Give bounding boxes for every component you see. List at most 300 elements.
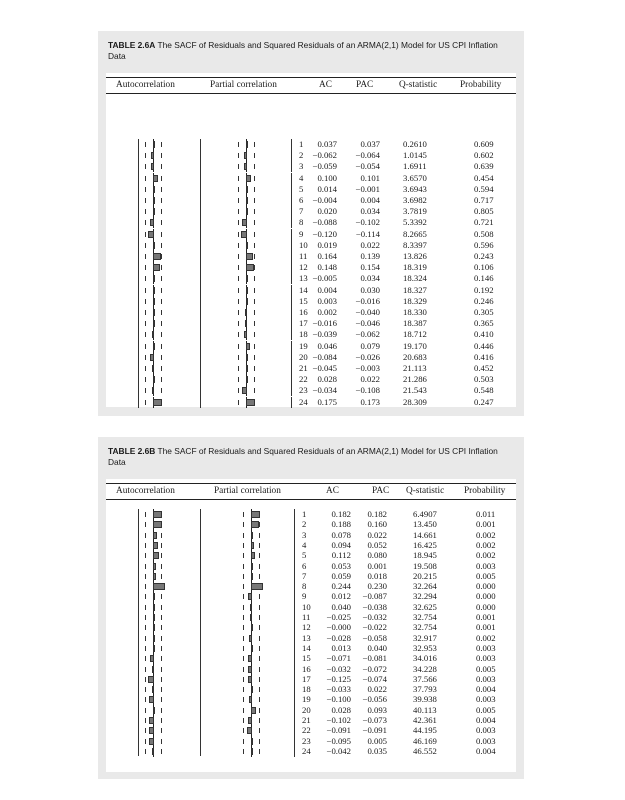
partial-correlation-bar	[246, 208, 248, 215]
bound-tick	[161, 254, 162, 259]
q-statistic-cell: 5.3392	[403, 217, 427, 228]
bound-tick	[145, 697, 146, 702]
table-row	[106, 161, 516, 172]
ac-cell: 0.002	[317, 307, 337, 317]
q-statistic-cell: 42.361	[413, 715, 437, 725]
lag-cell: 2	[302, 519, 307, 530]
row-separator	[291, 240, 292, 251]
partial-correlation-bar	[246, 186, 248, 193]
bound-tick	[254, 164, 255, 169]
pac-cell: −0.064	[355, 150, 380, 161]
pac-cell: 0.034	[360, 206, 380, 217]
lag-cell: 6	[299, 195, 304, 205]
lag-cell: 12	[302, 622, 311, 633]
row-separator	[291, 363, 292, 374]
bound-tick	[161, 232, 162, 237]
table-row	[106, 173, 516, 184]
bound-tick	[259, 697, 260, 702]
pac-cell: −0.056	[362, 694, 387, 705]
q-statistic-cell: 18.324	[403, 273, 427, 284]
bound-tick	[238, 142, 239, 147]
bound-tick	[145, 749, 146, 754]
bound-tick	[145, 344, 146, 349]
probability-cell: 0.247	[474, 396, 494, 407]
sacf-table-b	[106, 479, 516, 772]
ac-cell: −0.091	[326, 725, 351, 736]
partial-correlation-bar	[244, 163, 247, 170]
q-statistic-cell: 14.661	[413, 529, 437, 540]
pac-cell: −0.040	[355, 307, 380, 317]
bound-tick	[243, 553, 244, 558]
bound-tick	[161, 564, 162, 569]
autocorrelation-bar	[153, 141, 155, 148]
bound-tick	[254, 321, 255, 326]
ac-cell: 0.013	[331, 642, 351, 653]
pac-cell: −0.091	[362, 725, 387, 736]
bound-tick	[145, 265, 146, 270]
autocorrelation-bar	[152, 666, 154, 673]
partial-correlation-bar	[248, 593, 252, 600]
autocorrelation-bar	[153, 287, 155, 294]
autocorrelation-bar	[153, 552, 159, 559]
ac-cell: 0.014	[317, 183, 337, 194]
probability-cell: 0.003	[476, 560, 496, 571]
bound-tick	[254, 254, 255, 259]
ac-cell: 0.112	[331, 550, 351, 561]
header-autocorrelation: Autocorrelation	[116, 80, 175, 90]
ac-cell: 0.188	[331, 519, 351, 530]
bound-tick	[254, 388, 255, 393]
autocorrelation-bar	[153, 614, 155, 621]
pac-cell: −0.032	[362, 612, 387, 622]
probability-cell: 0.001	[476, 519, 496, 530]
row-separator	[291, 229, 292, 240]
lag-cell: 9	[302, 591, 307, 602]
pac-cell: 0.139	[360, 251, 380, 261]
lag-cell: 23	[302, 735, 311, 746]
partial-correlation-bar	[249, 696, 252, 703]
q-statistic-cell: 18.329	[403, 295, 427, 306]
ac-cell: −0.071	[326, 653, 351, 664]
q-statistic-cell: 37.566	[413, 673, 437, 684]
bound-tick	[161, 697, 162, 702]
bound-tick	[161, 220, 162, 225]
ac-cell: −0.005	[312, 273, 337, 284]
autocorrelation-bar	[153, 635, 155, 642]
probability-cell: 0.005	[476, 570, 496, 581]
partial-correlation-bar	[246, 365, 248, 372]
lag-cell: 18	[299, 329, 308, 340]
lag-cell: 6	[302, 560, 307, 571]
q-statistic-cell: 18.327	[403, 284, 427, 295]
pac-cell: 0.080	[367, 550, 387, 561]
bound-tick	[145, 625, 146, 630]
probability-cell: 0.106	[474, 262, 494, 273]
bound-tick	[238, 366, 239, 371]
table-row	[106, 341, 516, 352]
lag-cell: 10	[299, 239, 308, 250]
ac-cell: 0.037	[317, 139, 337, 149]
bound-tick	[259, 718, 260, 723]
bound-tick	[243, 646, 244, 651]
lag-cell: 3	[299, 161, 304, 172]
header-ac: AC	[319, 80, 332, 90]
autocorrelation-bar	[153, 573, 156, 580]
lag-cell: 22	[302, 725, 311, 736]
lag-cell: 19	[302, 694, 311, 705]
partial-correlation-bar	[246, 141, 248, 148]
table-caption-a	[108, 40, 508, 62]
row-separator	[294, 746, 295, 757]
bound-tick	[243, 625, 244, 630]
ac-cell: 0.020	[317, 206, 337, 217]
q-statistic-cell: 44.195	[413, 725, 437, 736]
bound-tick	[161, 321, 162, 326]
probability-cell: 0.192	[474, 284, 494, 295]
partial-correlation-bar	[251, 645, 253, 652]
autocorrelation-bar	[153, 645, 155, 652]
bound-tick	[145, 677, 146, 682]
header-top-rule	[106, 483, 516, 484]
q-statistic-cell: 3.6943	[403, 183, 427, 194]
q-statistic-cell: 18.945	[413, 550, 437, 561]
bound-tick	[243, 512, 244, 517]
probability-cell: 0.416	[474, 351, 494, 362]
autocorrelation-bar	[151, 163, 154, 170]
q-statistic-cell: 39.938	[413, 694, 437, 705]
bound-tick	[161, 625, 162, 630]
table-row	[106, 240, 516, 251]
lag-cell: 23	[299, 385, 308, 396]
autocorrelation-bar	[153, 275, 155, 282]
pac-cell: 0.022	[367, 529, 387, 540]
ac-cell: 0.012	[331, 591, 351, 602]
autocorrelation-bar	[151, 152, 154, 159]
partial-correlation-bar	[251, 738, 253, 745]
pac-cell: −0.073	[362, 715, 387, 725]
bound-tick	[161, 332, 162, 337]
pac-cell: −0.003	[355, 363, 380, 373]
row-separator	[291, 318, 292, 329]
probability-cell: 0.508	[474, 228, 494, 239]
partial-correlation-bar	[249, 635, 252, 642]
lag-cell: 19	[299, 340, 308, 351]
table-row	[106, 150, 516, 161]
probability-cell: 0.003	[476, 653, 496, 664]
bound-tick	[254, 288, 255, 293]
partial-correlation-bar	[250, 614, 252, 621]
partial-correlation-bar	[246, 264, 254, 271]
bound-tick	[259, 553, 260, 558]
lag-cell: 7	[299, 206, 304, 217]
autocorrelation-bar	[153, 707, 155, 714]
row-separator	[291, 352, 292, 363]
header-q-statistic: Q-statistic	[406, 486, 445, 496]
bound-tick	[243, 533, 244, 538]
q-statistic-cell: 46.169	[413, 735, 437, 746]
bound-tick	[254, 276, 255, 281]
pac-cell: −0.102	[355, 217, 380, 228]
bound-tick	[254, 310, 255, 315]
partial-correlation-bar	[241, 231, 247, 238]
bound-tick	[145, 739, 146, 744]
pac-cell: −0.114	[355, 228, 380, 239]
row-separator	[291, 195, 292, 206]
partial-correlation-bar	[246, 242, 248, 249]
autocorrelation-bar	[153, 542, 158, 549]
probability-cell: 0.002	[476, 539, 496, 550]
ac-cell: −0.084	[312, 351, 337, 362]
bound-tick	[161, 533, 162, 538]
probability-cell: 0.243	[474, 251, 494, 261]
lag-cell: 11	[299, 251, 308, 261]
lag-cell: 20	[299, 351, 308, 362]
bound-tick	[145, 522, 146, 527]
lag-cell: 5	[302, 550, 307, 561]
pac-cell: −0.074	[362, 673, 387, 684]
partial-correlation-bar	[248, 666, 252, 673]
table-row	[106, 285, 516, 296]
q-statistic-cell: 1.0145	[403, 150, 427, 161]
lag-cell: 1	[299, 139, 304, 149]
autocorrelation-bar	[153, 320, 155, 327]
row-separator	[291, 285, 292, 296]
pac-cell: 0.040	[367, 642, 387, 653]
table-row	[106, 296, 516, 307]
probability-cell: 0.410	[474, 329, 494, 340]
q-statistic-cell: 18.330	[403, 307, 427, 317]
autocorrelation-bar	[153, 197, 155, 204]
bound-tick	[161, 310, 162, 315]
header-q-statistic: Q-statistic	[399, 80, 438, 90]
table-row	[106, 746, 516, 757]
partial-correlation-bar	[251, 552, 255, 559]
bound-tick	[259, 605, 260, 610]
pac-cell: 0.022	[360, 239, 380, 250]
bound-tick	[161, 176, 162, 181]
probability-cell: 0.000	[476, 601, 496, 612]
q-statistic-cell: 13.450	[413, 519, 437, 530]
header-bottom-rule	[106, 93, 516, 94]
ac-cell: 0.164	[317, 251, 337, 261]
row-separator	[291, 273, 292, 284]
autocorrelation-bar	[153, 242, 155, 249]
header-autocorrelation: Autocorrelation	[116, 486, 175, 496]
q-statistic-cell: 1.6911	[403, 161, 427, 172]
q-statistic-cell: 16.425	[413, 539, 437, 550]
bound-tick	[259, 708, 260, 713]
autocorrelation-bar	[149, 727, 154, 734]
bound-tick	[254, 153, 255, 158]
table-row	[106, 139, 516, 150]
autocorrelation-bar	[152, 331, 154, 338]
bound-tick	[161, 344, 162, 349]
bound-tick	[145, 232, 146, 237]
bound-tick	[145, 164, 146, 169]
q-statistic-cell: 0.2610	[403, 139, 427, 149]
pac-cell: −0.016	[355, 295, 380, 306]
ac-cell: 0.182	[331, 509, 351, 519]
lag-cell: 11	[302, 612, 311, 622]
q-statistic-cell: 32.625	[413, 601, 437, 612]
bound-tick	[238, 232, 239, 237]
row-separator	[291, 173, 292, 184]
pac-cell: 0.037	[360, 139, 380, 149]
bound-tick	[161, 265, 162, 270]
ac-cell: 0.004	[317, 284, 337, 295]
row-separator	[291, 374, 292, 385]
bound-tick	[259, 646, 260, 651]
q-statistic-cell: 21.113	[403, 363, 427, 373]
ac-cell: 0.059	[331, 570, 351, 581]
ac-cell: −0.120	[312, 228, 337, 239]
bound-tick	[145, 687, 146, 692]
bound-tick	[259, 687, 260, 692]
partial-correlation-bar	[251, 542, 254, 549]
lag-cell: 15	[302, 653, 311, 664]
bound-tick	[161, 355, 162, 360]
q-statistic-cell: 18.387	[403, 318, 427, 329]
partial-correlation-bar	[251, 748, 253, 755]
bound-tick	[259, 728, 260, 733]
bound-tick	[259, 594, 260, 599]
bound-tick	[145, 543, 146, 548]
probability-cell: 0.005	[476, 704, 496, 715]
header-partial-correlation: Partial correlation	[214, 486, 281, 496]
partial-correlation-bar	[245, 320, 247, 327]
ac-cell: 0.053	[331, 560, 351, 571]
q-statistic-cell: 32.953	[413, 642, 437, 653]
probability-cell: 0.246	[474, 295, 494, 306]
autocorrelation-bar	[153, 604, 155, 611]
pac-cell: −0.058	[362, 632, 387, 643]
autocorrelation-bar	[149, 717, 154, 724]
q-statistic-cell: 46.552	[413, 745, 437, 756]
autocorrelation-bar	[153, 376, 155, 383]
q-statistic-cell: 32.917	[413, 632, 437, 643]
bound-tick	[161, 164, 162, 169]
table-row	[106, 374, 516, 385]
partial-correlation-bar	[245, 309, 247, 316]
bound-tick	[243, 615, 244, 620]
ac-cell: −0.025	[326, 612, 351, 622]
table-row	[106, 229, 516, 240]
header-ac: AC	[326, 486, 339, 496]
bound-tick	[243, 739, 244, 744]
bound-tick	[238, 321, 239, 326]
autocorrelation-bar	[152, 365, 154, 372]
bound-tick	[259, 574, 260, 579]
q-statistic-cell: 8.3397	[403, 239, 427, 250]
bound-tick	[259, 677, 260, 682]
bound-tick	[259, 564, 260, 569]
bound-tick	[161, 276, 162, 281]
partial-correlation-bar	[246, 399, 255, 406]
bound-tick	[254, 299, 255, 304]
pac-cell: −0.046	[355, 318, 380, 329]
table-panel-b	[98, 437, 524, 779]
bound-tick	[243, 636, 244, 641]
row-separator	[291, 251, 292, 262]
partial-correlation-bar	[251, 532, 253, 539]
q-statistic-cell: 3.6570	[403, 172, 427, 183]
pac-cell: −0.026	[355, 351, 380, 362]
partial-correlation-bar	[246, 354, 248, 361]
pac-cell: −0.001	[355, 183, 380, 194]
table-row	[106, 385, 516, 396]
q-statistic-cell: 20.215	[413, 570, 437, 581]
bound-tick	[145, 332, 146, 337]
lag-cell: 5	[299, 183, 304, 194]
lag-cell: 2	[299, 150, 304, 161]
autocorrelation-bar	[150, 655, 154, 662]
lag-cell: 8	[299, 217, 304, 228]
table-row	[106, 273, 516, 284]
probability-cell: 0.002	[476, 529, 496, 540]
bound-tick	[161, 708, 162, 713]
bound-tick	[243, 708, 244, 713]
q-statistic-cell: 19.170	[403, 340, 427, 351]
probability-cell: 0.004	[476, 684, 496, 695]
probability-cell: 0.596	[474, 239, 494, 250]
ac-cell: 0.019	[317, 239, 337, 250]
bound-tick	[259, 522, 260, 527]
bound-tick	[145, 605, 146, 610]
pac-cell: 0.005	[367, 735, 387, 746]
partial-correlation-bar	[246, 175, 251, 182]
q-statistic-cell: 32.264	[413, 581, 437, 592]
partial-correlation-bar	[251, 583, 263, 590]
probability-cell: 0.721	[474, 217, 494, 228]
bound-tick	[238, 344, 239, 349]
table-row	[106, 262, 516, 273]
lag-cell: 13	[302, 632, 311, 643]
bound-tick	[145, 708, 146, 713]
table-row	[106, 307, 516, 318]
probability-cell: 0.011	[476, 509, 496, 519]
q-statistic-cell: 21.543	[403, 385, 427, 396]
bound-tick	[254, 198, 255, 203]
q-statistic-cell: 8.2665	[403, 228, 427, 239]
probability-cell: 0.446	[474, 340, 494, 351]
bound-tick	[254, 344, 255, 349]
autocorrelation-bar	[153, 563, 156, 570]
bound-tick	[238, 265, 239, 270]
lag-cell: 12	[299, 262, 308, 273]
row-separator	[291, 150, 292, 161]
ac-cell: −0.032	[326, 663, 351, 674]
header-pac: PAC	[356, 80, 374, 90]
autocorrelation-bar	[153, 624, 155, 631]
ac-cell: 0.175	[317, 396, 337, 407]
partial-correlation-bar	[246, 343, 250, 350]
autocorrelation-bar	[152, 686, 154, 693]
partial-correlation-bar	[251, 511, 260, 518]
probability-cell: 0.602	[474, 150, 494, 161]
pac-cell: 0.022	[367, 684, 387, 695]
probability-cell: 0.639	[474, 161, 494, 172]
probability-cell: 0.305	[474, 307, 494, 317]
header-probability: Probability	[460, 80, 502, 90]
lag-cell: 16	[299, 307, 308, 317]
bound-tick	[145, 728, 146, 733]
q-statistic-cell: 3.6982	[403, 195, 427, 205]
bound-tick	[145, 220, 146, 225]
ac-cell: 0.040	[331, 601, 351, 612]
lag-cell: 10	[302, 601, 311, 612]
pac-cell: −0.108	[355, 385, 380, 396]
table-label-a: TABLE 2.6A	[108, 40, 156, 50]
